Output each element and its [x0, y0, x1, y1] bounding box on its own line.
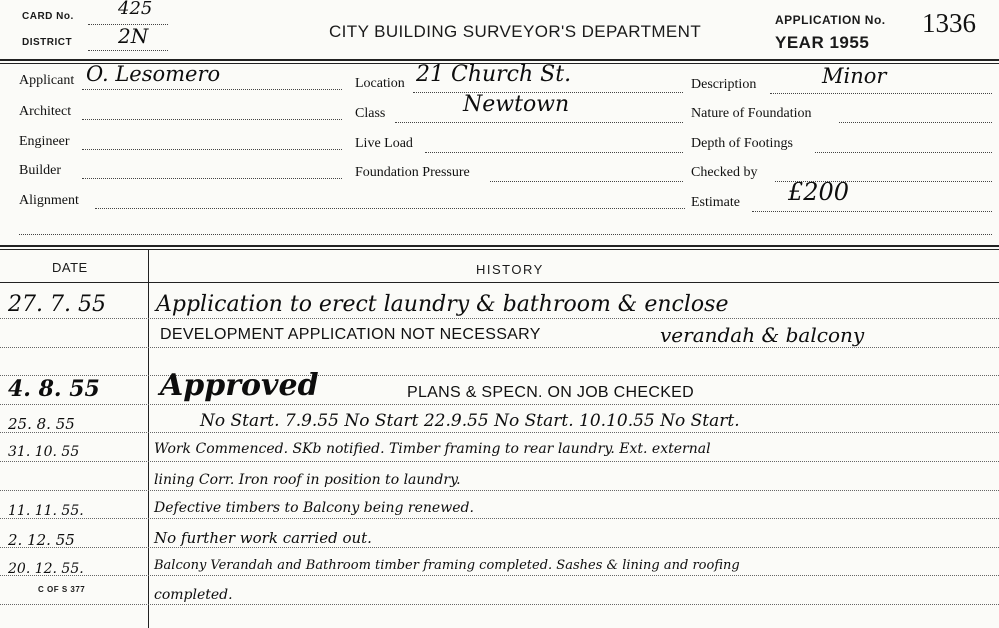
history-entry: Defective timbers to Balcony being renewed.	[154, 500, 474, 516]
location-label: Location	[355, 76, 405, 91]
history-entry: verandah & balcony	[660, 323, 865, 347]
history-entry: lining Corr. Iron roof in position to laundry.	[154, 472, 461, 488]
history-date: 27. 7. 55	[8, 292, 106, 317]
history-date: 11. 11. 55.	[8, 503, 84, 519]
card-no-value: 425	[118, 0, 153, 19]
history-entry: Work Commenced. SKb notified. Timber framing to rear laundry. Ext. external	[154, 441, 711, 457]
engineer-label: Engineer	[19, 134, 70, 149]
class-value: Newtown	[463, 92, 570, 117]
architect-label: Architect	[19, 104, 72, 119]
development-application-stamp: DEVELOPMENT APPLICATION NOT NECESSARY	[160, 326, 541, 343]
history-date: 25. 8. 55	[8, 415, 75, 433]
history-date: 31. 10. 55	[8, 444, 80, 460]
estimate-value: £200	[788, 178, 850, 206]
approved-signature: Approved	[160, 368, 319, 403]
builder-label: Builder	[19, 163, 61, 178]
history-date: 2. 12. 55	[8, 531, 75, 549]
nature-of-foundation-label: Nature of Foundation	[691, 106, 812, 121]
plans-checked-stamp: PLANS & SPECN. ON JOB CHECKED	[407, 384, 694, 401]
depth-of-footings-label: Depth of Footings	[691, 136, 793, 151]
applicant-label: Applicant	[19, 73, 75, 88]
applicant-value: O. Lesomero	[86, 62, 221, 86]
history-date: 20. 12. 55.	[8, 561, 84, 577]
checked-by-label: Checked by	[691, 165, 758, 180]
class-label: Class	[355, 106, 386, 121]
district-value: 2N	[118, 24, 149, 48]
department-title: CITY BUILDING SURVEYOR'S DEPARTMENT	[329, 22, 702, 41]
live-load-label: Live Load	[355, 136, 413, 151]
history-entry: No further work carried out.	[154, 529, 372, 547]
year-label: YEAR 1955	[775, 33, 870, 52]
form-code: C OF S 377	[38, 585, 86, 594]
history-date: 4. 8. 55	[8, 376, 100, 402]
foundation-pressure-label: Foundation Pressure	[355, 165, 470, 180]
location-value: 21 Church St.	[416, 62, 572, 87]
history-entry: No Start. 7.9.55 No Start 22.9.55 No Start. 10.10.55 No Start.	[200, 411, 740, 431]
district-label: DISTRICT	[22, 37, 73, 48]
history-entry: Balcony Verandah and Bathroom timber framing completed. Sashes & lining and roofing	[154, 558, 740, 573]
history-entry: completed.	[154, 587, 233, 603]
history-column-header: HISTORY	[476, 262, 544, 277]
application-number: 1336	[922, 8, 976, 38]
card-no-label: CARD No.	[22, 11, 74, 22]
date-column-header: DATE	[52, 260, 88, 275]
estimate-label: Estimate	[691, 195, 740, 210]
alignment-label: Alignment	[19, 193, 79, 208]
application-label: APPLICATION No.	[775, 13, 886, 27]
description-value: Minor	[822, 64, 887, 88]
history-entry: Application to erect laundry & bathroom & enclose	[156, 292, 729, 317]
description-label: Description	[691, 77, 757, 92]
